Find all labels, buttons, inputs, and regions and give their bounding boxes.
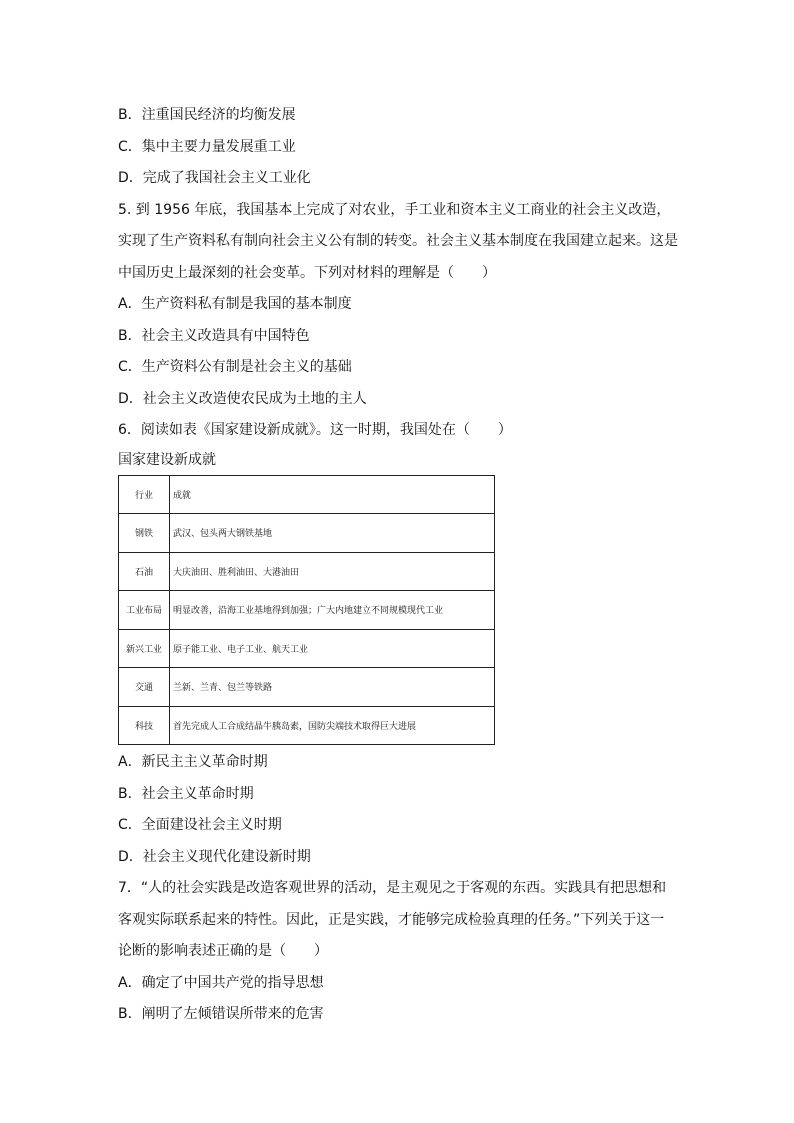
q7-option-a: A．确定了中国共产党的指导思想 [118, 974, 324, 991]
q4-option-b: B．注重国民经济的均衡发展 [118, 107, 296, 123]
table-cell-industry: 交通 [119, 668, 170, 707]
table-row [119, 591, 495, 630]
table-cell-industry: 工业布局 [119, 591, 170, 630]
q5-stem: 5. 到 1956 年底，我国基本上完成了对农业，手工业和资本主义工商业的社会主义改造，实现了生产资料私有制向社会主义公有制的转变。社会主义基本制度在我国建立起来。这是中国历史上最深刻的社会变革。下列对材料的理解是（ ） [118, 201, 678, 281]
table-row [119, 552, 495, 591]
table-header-cell: 行业 [119, 475, 170, 514]
table-cell-industry: 科技 [119, 706, 170, 745]
table-cell-achievement: 首先完成人工合成结晶牛胰岛素，国防尖端技术取得巨大进展 [170, 706, 495, 745]
table-row [119, 668, 495, 707]
table-cell-achievement: 兰新、兰青、包兰等铁路 [170, 668, 495, 707]
q6-option-d: D．社会主义现代化建设新时期 [118, 848, 311, 865]
q5-option-b: B．社会主义改造具有中国特色 [118, 327, 310, 344]
q4-option-d: D．完成了我国社会主义工业化 [118, 170, 311, 186]
q6-option-b: B．社会主义革命时期 [118, 785, 254, 802]
q6-stem: 6．阅读如表《国家建设新成就》。这一时期，我国处在（ ） [118, 422, 512, 438]
q4-option-c: C．集中主要力量发展重工业 [118, 138, 296, 155]
q6-option-a: A．新民主主义革命时期 [118, 754, 268, 770]
table-header-row [119, 475, 495, 514]
achievements-table [118, 475, 495, 746]
table-cell-achievement: 武汉、包头两大钢铁基地 [170, 514, 495, 553]
q5-option-c: C．生产资料公有制是社会主义的基础 [118, 359, 352, 375]
table-cell-industry: 钢铁 [119, 514, 170, 553]
exam-page [118, 100, 678, 1031]
table-header-cell: 成就 [170, 475, 495, 514]
q7-option-b: B．阐明了左倾错误所带来的危害 [118, 1006, 324, 1022]
table-cell-achievement: 明显改善，沿海工业基地得到加强；广大内地建立不同规模现代工业 [170, 591, 495, 630]
table-row [119, 629, 495, 668]
table-row [119, 514, 495, 553]
q5-option-a: A．生产资料私有制是我国的基本制度 [118, 296, 352, 312]
table-cell-industry: 石油 [119, 552, 170, 591]
table-cell-achievement: 大庆油田、胜利油田、大港油田 [170, 552, 495, 591]
table-cell-achievement: 原子能工业、电子工业、航天工业 [170, 629, 495, 668]
table-caption: 国家建设新成就 [118, 451, 216, 468]
q6-option-c: C．全面建设社会主义时期 [118, 817, 282, 833]
table-row [119, 706, 495, 745]
q5-option-d: D．社会主义改造使农民成为土地的主人 [118, 390, 367, 407]
q7-stem: 7．“人的社会实践是改造客观世界的活动，是主观见之于客观的东西。实践具有把思想和客观实际联系起来的特性。因此，正是实践，才能够完成检验真理的任务。”下列关于这一论断的影响表述正确的是（ ） [118, 880, 667, 959]
table-cell-industry: 新兴工业 [119, 629, 170, 668]
